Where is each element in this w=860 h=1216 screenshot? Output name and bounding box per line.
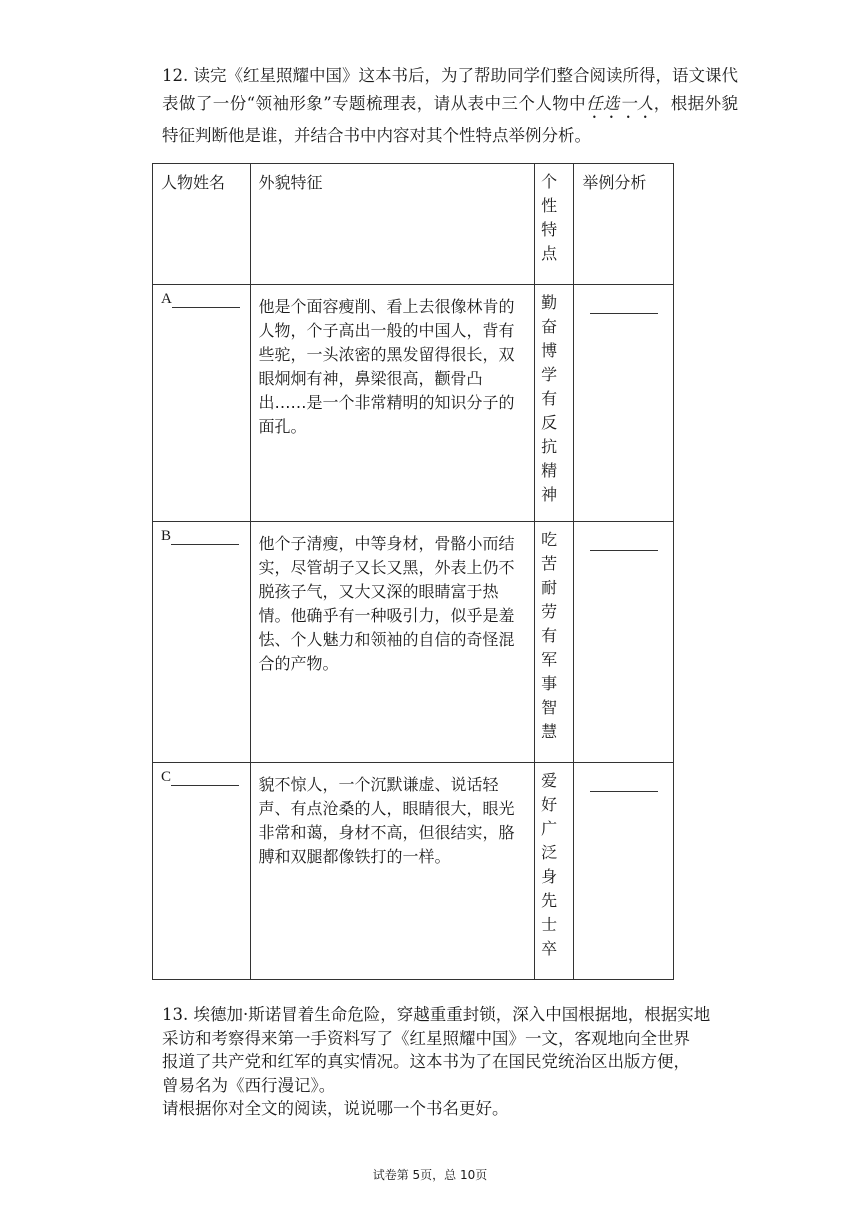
answer-blank[interactable]	[590, 536, 658, 551]
answer-blank[interactable]	[590, 299, 658, 314]
question-13-prompt: 请根据你对全文的阅读，说说哪一个书名更好。	[162, 1099, 509, 1118]
question-12-text	[162, 62, 738, 150]
question-number: 12.	[162, 66, 189, 85]
analysis-cell	[574, 763, 674, 980]
analysis-cell	[574, 285, 674, 522]
header-analysis: 举例分析	[574, 164, 674, 285]
question-text: 埃德加·斯诺冒着生命危险，穿越重重封锁，深入中国根据地，根据实地	[193, 1005, 711, 1024]
name-label: A	[161, 291, 172, 307]
emphasized-text: 任选一人	[586, 94, 654, 113]
question-13-line: 采访和考察得来第一手资料写了《红星照耀中国》一文，客观地向全世界	[162, 1028, 690, 1048]
table-row	[153, 763, 674, 980]
name-label: B	[161, 528, 172, 544]
name-label: C	[161, 769, 172, 785]
question-number: 13.	[162, 1005, 189, 1024]
trait-cell	[535, 763, 574, 980]
trait-cell	[535, 285, 574, 522]
trait-cell	[535, 522, 574, 763]
table-row	[153, 522, 674, 763]
trait-text: 吃苦耐劳有军事智慧	[541, 530, 558, 741]
answer-blank[interactable]	[590, 777, 658, 792]
leader-profile-table	[152, 163, 674, 980]
appearance-cell: 他个子清瘦，中等身材，骨骼小而结实，尽管胡子又长又黑，外表上仍不脱孩子气，又大又深的眼睛富于热情。他确乎有一种吸引力，似乎是羞怯、个人魅力和领袖的自信的奇怪混合的产物。	[250, 522, 535, 763]
appearance-cell: 他是个面容瘦削、看上去很像林肯的人物，个子高出一般的中国人，背有些驼，一头浓密的黑发留得很长，双眼炯炯有神，鼻梁很高，颧骨凸出……是一个非常精明的知识分子的面孔。	[250, 285, 535, 522]
answer-blank[interactable]	[172, 293, 240, 308]
appearance-cell: 貌不惊人，一个沉默谦虚、说话轻声、有点沧桑的人，眼睛很大，眼光非常和蔼，身材不高，但很结实，胳膊和双腿都像铁打的一样。	[250, 763, 535, 980]
table-header-row	[153, 164, 674, 285]
analysis-cell	[574, 522, 674, 763]
question-text-continued: ，根据外貌特征判断他是谁，并结合书中内容对其个性特点举例分析。	[162, 94, 739, 145]
header-appearance: 外貌特征	[250, 164, 535, 285]
header-name: 人物姓名	[153, 164, 251, 285]
question-12	[162, 62, 738, 150]
answer-blank[interactable]	[171, 530, 239, 545]
question-13-line	[162, 1003, 738, 1027]
name-cell	[153, 763, 251, 980]
name-cell	[153, 285, 251, 522]
question-13-line: 曾易名为《西行漫记》。	[162, 1075, 336, 1095]
trait-text: 勤奋博学有反抗精神	[541, 293, 558, 504]
name-cell	[153, 522, 251, 763]
answer-blank[interactable]	[171, 771, 239, 786]
header-trait	[535, 164, 574, 285]
page-footer: 试卷第 5页，总 10页	[372, 1168, 488, 1182]
question-13	[162, 1003, 738, 1121]
trait-text: 爱好广泛身先士卒	[541, 771, 558, 958]
header-trait-text: 个性特点	[541, 172, 558, 263]
question-text: 读完《红星照耀中国》这本书后，为了帮助同学们整合阅读所得，语文课代表做了一份“领袖形象”专题梳理表，请从表中三个人物中	[162, 66, 738, 113]
question-13-line: 报道了共产党和红军的真实情况。这本书为了在国民党统治区出版方便，	[162, 1052, 690, 1071]
table-row	[153, 285, 674, 522]
